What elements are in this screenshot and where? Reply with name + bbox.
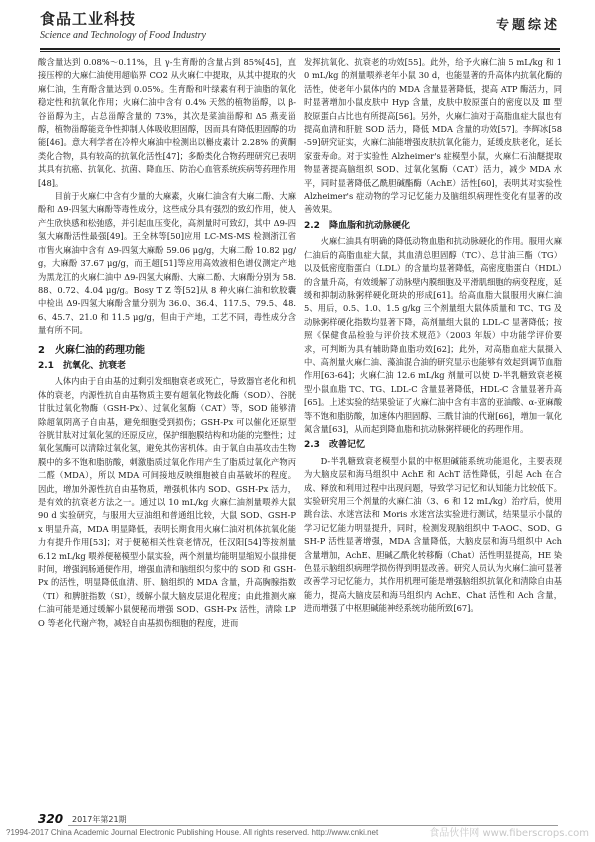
subsection-heading: 2.1 抗氧化、抗衰老 [38,360,126,371]
paragraph: 酸含量达到 0.08%～0.11%，且 γ-生育酚的含量占到 85%[45]，直接压榨的大麻仁油使用超临界 CO2 从火麻仁中提取，从其中提取的火麻仁油，生育酚含量达到 0.05%。生育酚和叶绿素有利于油脂的氧化稳定性和抗氧化作用；火麻仁油中含有 0.4% 天然的植物甾醇，以 β-谷甾醇为主，占总甾醇含量的 73%，其次是菜油甾醇和 Δ5 燕麦甾醇，植物甾醇能竞争性抑制人体吸收胆固醇，因而具有降低胆固醇的功能[46]。意大利学者在冷榨火麻油中检测出以槲皮素计 2.28% 的黄酮类化合物，具有较高的抗氧化活性[47]；多酚类化合物药理研究已表明其具有抗癌、抗氧化、抗菌、降血压、防治心血管系统疾病等药理作用[48]。 [38,57,296,188]
issue-label: 2017年第21期 [72,815,127,824]
copyright-line: ?1994-2017 China Academic Journal Electronic Publishing House. All rights reserved. http://www.cnki.net [6,828,379,837]
paragraph: D-半乳糖致衰老模型小鼠的中枢胆碱能系统功能退化，主要表现为大脑皮层和海马组织中 AchE 和 AchT 活性降低，引起 Ach 在合成、释放和利用过程中出现问题，导致学习记忆和认知能力比较低下。实验研究用三个剂量的火麻仁油（3、6 和 12 mL/kg）治疗后，使用跳台法、水迷宫法和 Moris 水迷宫法实验进行测试，结果显示小鼠的学习记忆能力明显提升，同时，检测发现脑组织中 T-AOC、SOD、GSH-P 活性显著增强，MDA 含量降低，大脑皮层和海马组织中 Ach 含量增加，AchE、胆碱乙酰化转移酶（Chat）活性明显提高，HE 染色显示脑组织病理学损伤得到明显改善。研究人员认为火麻仁油可显著改善学习记忆能力，其作用机理可能是增强脑组织抗氧化和清除自由基能力，提高大脑皮层和海马组织内 AchE、Chat 活性和 Ach 含量，进而增强了中枢胆碱能神经系统功能所致[67]。 [304,455,562,614]
watermark: 食品伙伴网 www.fiberscrops.com [429,828,589,839]
paragraph: 发挥抗氧化、抗衰老的功效[55]。此外，给予火麻仁油 5 mL/kg 和 10 mL/kg 的剂量喂养老年小鼠 30 d，也能显著的升高体内抗氧化酶的活性，使老年小鼠体内的 MDA 含量显著降低，提高 ATP 酶活力，同时显著增加小鼠皮肤中 Hyp 含量，皮肤中胶原蛋白的密度以及 Ⅲ 型胶原蛋白占比也有所提高[56]。另外，火麻仁油对于高脂血症大鼠也有提高血清和肝脏 SOD 活力，降低 MDA 含量的功效[57]。李辉冰[58-59]研究证实，火麻仁油能增强皮肤抗氧化能力，延缓皮肤老化，延长家蚕寿命。对于实验性 Alzheimer's 症模型小鼠，火麻仁石油醚提取物显著提高脑组织 SOD、过氧化氢酶（CAT）活力，减少 MDA 水平，同时显著降低乙酰胆碱酯酶（AchE）活性[60]，表明其对实验性 Alzheimer's 症动物的学习记忆能力及脑组织病理性变化有显著的改善效果。 [304,57,562,215]
section-label: 专题综述 [495,18,560,33]
header-rule-thin [40,51,560,52]
left-column [38,56,296,806]
subsection-heading: 2.2 降血脂和抗动脉硬化 [304,220,410,231]
paragraph: 火麻仁油具有明确的降低动物血脂和抗动脉硬化的作用。服用火麻仁油后的高脂血症大鼠，其血清总胆固醇（TC）、总甘油三酯（TG）以及低密度脂蛋白（LDL）的含量均显著降低，高密度脂蛋白（HDL）的含量升高，有效缓解了动脉壁内膜细胞及平滑肌细胞的病变程度，延缓和抑制动脉粥样硬化斑块的形成[61]。给高血脂大鼠服用火麻仁油 5、用后，0.5、1.0、1.5 g/kg 三个剂量组大鼠体质量和 TC、TG 及动脉粥样硬化指数均显著下降，高剂量组大鼠的 LDL-C 显著降低；按照《保健食品检验与评价技术规范》（2003 年版）中功能学评价要求，可判断为具有辅助降血脂功效[62]；此外，对高脂血症大鼠摄入中、高剂量火麻仁油、藻油混合油的研究显示也能够有效起到调节血脂作用[63-64]；火麻仁油 12.6 mL/kg 剂量可以使 D-半乳糖致衰老模型小鼠血脂 TC、TG、LDL-C 含量显著降低，HDL-C 含量显著升高[65]。上述实验的结果验证了火麻仁油中含有丰富的亚油酸、α-亚麻酸等不饱和脂肪酸，加速体内胆固醇、三酰甘油的代谢[66]，增加一氧化氮含量[63]，从而起到降血脂和抗动脉粥样硬化的药理作用。 [304,236,562,434]
section-heading: 2 火麻仁油的药理功能 [38,344,145,356]
header-rule [40,48,560,50]
page-number: 320 [38,812,64,826]
journal-title-en: Science and Technology of Food Industry [40,30,206,41]
subsection-heading: 2.3 改善记忆 [304,440,365,451]
paragraph: 目前于火麻仁中含有少量的大麻素，火麻仁油含有大麻二酚、大麻酚和 Δ9-四氢大麻酚等毒性成分，这些成分具有强烈的致幻作用，使人产生欣快感和松弛感，并引起血压变化，高剂量时可致幻，其中 Δ9-四氢大麻酚活性最强[49]。王全林等[50]应用 LC-MS-MS 检测浙江省市售火麻油中含有 Δ9-四氢大麻酚 59.06 μg/g，大麻二酚 10.82 μg/g，大麻酚 37.67 μg/g，而王超[51]等应用高效液相色谱仪测定产地为黑龙江的火麻仁油中 Δ9-四氢大麻酚、大麻二酚、大麻酚分别为 58.88、0.72、4.04 μg/g。Bosy T Z 等[52]从 8 种火麻仁油和软胶囊中检出 Δ9-四氢大麻酚含量分别为 36.0、36.4、117.5、79.5、48.6、45.7、21.0 和 11.5 μg/g，但由于产地，工艺不同，毒性成分含量有所不同。 [38,191,296,336]
journal-title-cn: 食品工业科技 [40,10,137,28]
paragraph: 人体内由于自由基的过剩引发细胞衰老或死亡，导致器官老化和机体的衰老，内源性抗自由基物质主要有超氧化物歧化酶（SOD）、谷胱甘肽过氧化物酶（GSH-Px）、过氧化氢酶（CAT）等，SOD 能够清除超氧阴离子自由基，避免细胞受到损伤；GSH-Px 可以催化还原型谷胱甘肽对过氧化氢的还原反应，保护细胞膜结构和功能的完整性；过氧化氢酶可以清除过氧化氢，避免其伤害机体。由于氧自由基攻击生物膜中的多不饱和脂肪酸，刺激脂质过氧化作用产生了脂质过氧化产物丙二醛（MDA），所以 MDA 可间接地反映细胞被自由基破坏的程度。因此，增加外源性抗自由基物质，增强机体内 SOD、GSH-Px 活力，是有效的抗衰老方法之一。通过以 10 mL/kg 火麻仁油剂量喂养大鼠 90 d 实验研究，与服用大豆油组和普通组比较，大鼠 SOD、GSH-Px 明显升高，MDA 明显降低，表明长期食用火麻仁油对机体抗氧化能力有提升作用[53]；对于便秘相关性衰老情况，任汉阳[54]等按剂量 6.12 mL/kg 喂养便秘模型小鼠实验，两个剂量均能明显缩短小鼠排便时间，增强润肠通便作用，增强血清和脑组织匀浆中的 SOD 和 GSH-Px 的活性，明显降低血清、肝、脑组织的 MDA 含量，升高胸腺指数（TI）和脾脏指数（SI），缓解小鼠大脑皮层退化程度；由此推测火麻仁油可能是通过缓解小鼠便秘而增强 SOD、GSH-Px 活性，清除 LPO 等老化代谢产物，减轻自由基损伤细胞的程度，进而 [38,376,296,628]
page-header [40,8,560,52]
right-column [304,56,562,806]
